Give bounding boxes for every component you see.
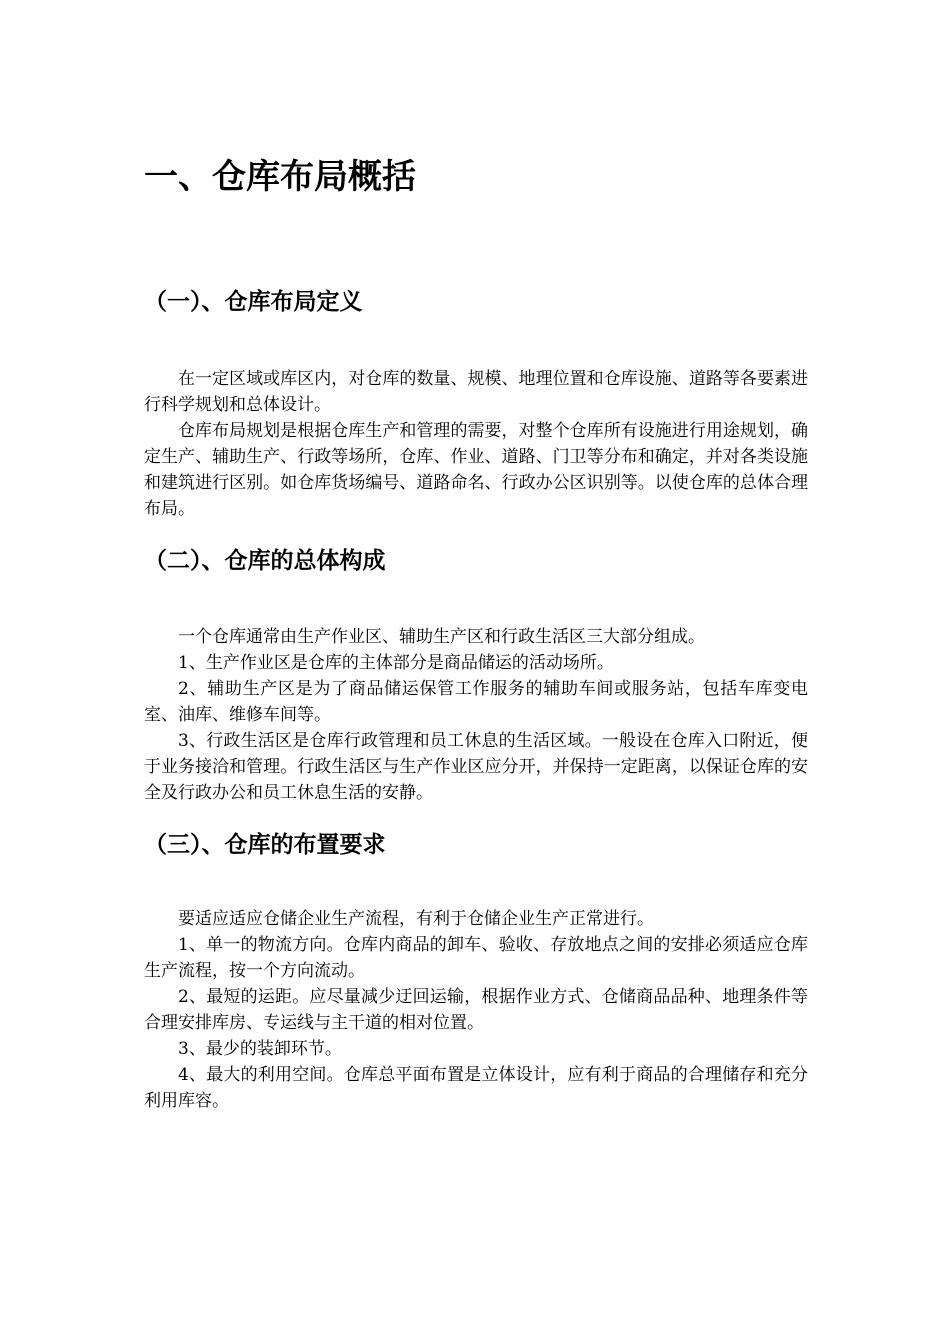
section-body-requirements <box>144 906 808 1114</box>
section-title-definition: （一）、仓库布局定义 <box>144 289 363 315</box>
section-body-composition <box>144 624 808 806</box>
section-title-requirements: （三）、仓库的布置要求 <box>144 832 386 858</box>
paragraph: 3、行政生活区是仓库行政管理和员工休息的生活区域。一般设在仓库入口附近，便于业务接洽和管理。行政生活区与生产作业区应分开，并保持一定距离，以保证仓库的安全及行政办公和员工休息生活的安静。 <box>144 731 808 803</box>
paragraph: 要适应适应仓储企业生产流程，有利于仓储企业生产正常进行。 <box>178 909 654 929</box>
paragraph: 2、辅助生产区是为了商品储运保管工作服务的辅助车间或服务站，包括车库变电室、油库、维修车间等。 <box>144 679 808 725</box>
paragraph: 1、生产作业区是仓库的主体部分是商品储运的活动场所。 <box>178 653 614 673</box>
section-body-definition <box>144 366 808 522</box>
paragraph: 1、单一的物流方向。仓库内商品的卸车、验收、存放地点之间的安排必须适应仓库生产流程，按一个方向流动。 <box>144 935 808 981</box>
paragraph: 3、最少的装卸环节。 <box>178 1039 342 1059</box>
main-title: 一、仓库布局概括 <box>144 157 416 197</box>
section-title-composition: （二）、仓库的总体构成 <box>144 548 386 574</box>
paragraph: 在一定区域或库区内，对仓库的数量、规模、地理位置和仓库设施、道路等各要素进行科学规划和总体设计。 <box>144 369 808 415</box>
paragraph: 仓库布局规划是根据仓库生产和管理的需要，对整个仓库所有设施进行用途规划，确定生产、辅助生产、行政等场所，仓库、作业、道路、门卫等分布和确定，并对各类设施和建筑进行区别。如仓库货场编号、道路命名、行政办公区识别等。以使仓库的总体合理布局。 <box>144 421 808 519</box>
paragraph: 4、最大的利用空间。仓库总平面布置是立体设计，应有利于商品的合理储存和充分利用库容。 <box>144 1065 808 1111</box>
paragraph: 2、最短的运距。应尽量减少迂回运输，根据作业方式、仓储商品品种、地理条件等合理安排库房、专运线与主干道的相对位置。 <box>144 987 808 1033</box>
paragraph: 一个仓库通常由生产作业区、辅助生产区和行政生活区三大部分组成。 <box>178 627 705 647</box>
